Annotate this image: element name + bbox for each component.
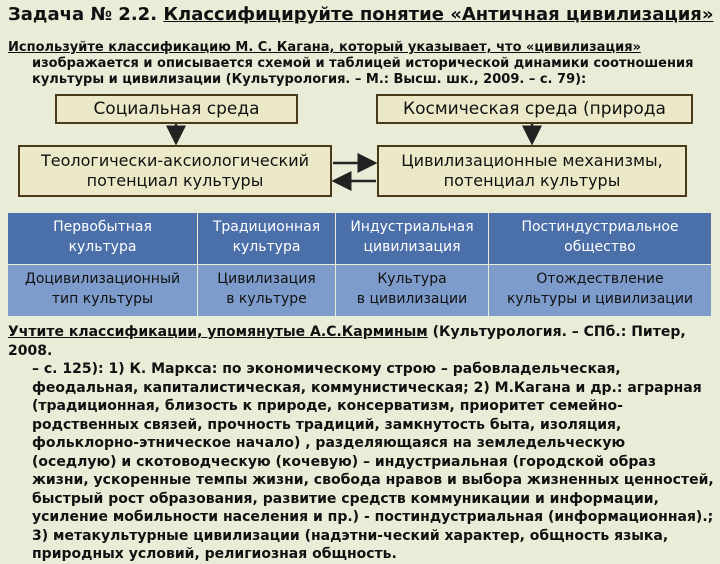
- box-civilization-mechanisms: [377, 145, 687, 197]
- footer-rest: – с. 125): 1) К. Маркса: по экономическому строю – рабовладельческая, феодальная, капиталистическая, коммунистическая; 2) М.Кагана и др.: аграрная (традиционная, близость к природе, консерватизм, приоритет семейно-родственных связей, прочность традиций, замкнутость быта, изоляция, фольклорно-этническое начало) , разделяющаяся на земледельческую (оседлую) и скотоводческую (кочевую) – индустриальная (городской образ жизни, ускоренные темпы жизни, свобода нравов и выбора жизненных ценностей, быстрый рост образования, развитие средств коммуникации и информации, усиление мобильности населения и пр.) - постиндустриальная (информационная).; 3) метакультурные цивилизации (надэтни-ческий характер, общность языка, природных условий, религиозная общность.: [32, 361, 714, 562]
- table-cell: Постиндустриальное общество: [489, 213, 712, 265]
- table-cell: Культура в цивилизации: [336, 265, 489, 317]
- title-prefix: Задача № 2.2.: [8, 4, 164, 25]
- box-theological-line1: Теологически-аксиологический: [41, 151, 309, 170]
- box-theological-line2: потенциал культуры: [86, 171, 264, 190]
- box-theological-potential: [18, 145, 332, 197]
- box-cosmic-environment: Космическая среда (природа: [376, 94, 693, 124]
- table-cell: Индустриальная цивилизация: [336, 213, 489, 265]
- title-main: Классифицируйте понятие «Античная цивилизация»: [163, 4, 714, 25]
- footer-underlined: Учтите классификации, упомянутые А.С.Карминым: [8, 324, 428, 340]
- table-cell: Отождествление культуры и цивилизации: [489, 265, 712, 317]
- box-social-environment: Социальная среда: [55, 94, 298, 124]
- dynamics-table: [8, 213, 712, 317]
- table-cell: Доцивилизационный тип культуры: [8, 265, 198, 317]
- footer-first-tail: (Культурология. – СПб.: Питер, 2008.: [8, 324, 686, 359]
- box-civil-line1: Цивилизационные механизмы,: [401, 151, 663, 170]
- footer-paragraph: [8, 323, 714, 564]
- box-civil-line2: потенциал культуры: [443, 171, 621, 190]
- intro-underlined: Используйте классификацию М. С. Кагана, который указывает, что «цивилизация»: [8, 40, 641, 55]
- table-cell: Первобытная культура: [8, 213, 198, 265]
- table-cell: Традиционная культура: [198, 213, 336, 265]
- table-cell: Цивилизация в культуре: [198, 265, 336, 317]
- intro-rest: изображается и описывается схемой и таблицей исторической динамики соотношения культуры и цивилизации (Культурология. – М.: Высш. шк., 2009. – с. 79):: [32, 56, 694, 87]
